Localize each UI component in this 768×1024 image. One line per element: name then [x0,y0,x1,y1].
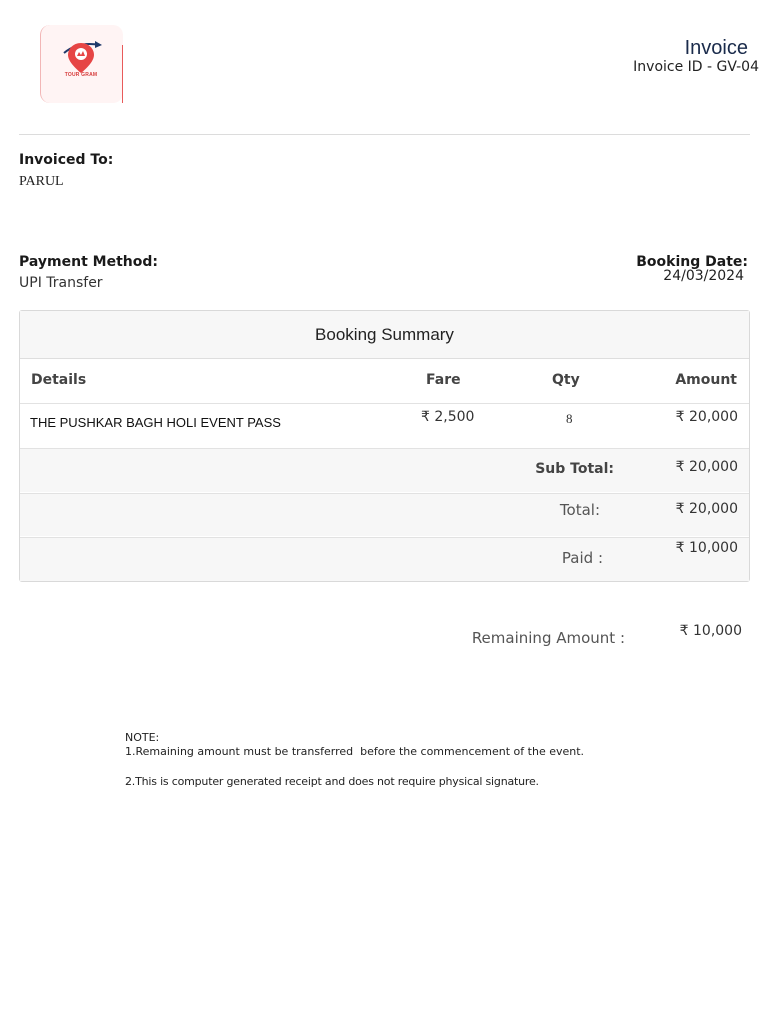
row-divider [20,493,749,494]
booking-summary-title: Booking Summary [20,311,749,359]
item-qty: 8 [566,411,573,426]
booking-date-label: Booking Date: [636,254,748,270]
column-header-amount: Amount [675,372,737,388]
paid-row [20,537,749,581]
subtotal-value: ₹ 20,000 [675,459,738,475]
remaining-amount-label: Remaining Amount : [471,629,625,647]
payment-method-label: Payment Method: [19,254,158,270]
item-fare: ₹ 2,500 [421,409,475,425]
paid-value: ₹ 10,000 [675,540,738,556]
column-header-details: Details [31,372,87,388]
note-line-1: 1.Remaining amount must be transferred before the commencement of the event. [125,745,585,758]
row-divider [20,403,749,404]
invoice-id: Invoice ID - GV-04 [633,59,759,75]
row-divider [20,537,749,538]
item-details: THE PUSHKAR BAGH HOLI EVENT PASS [30,415,281,430]
item-amount: ₹ 20,000 [675,409,738,425]
location-pin-logo-icon [40,25,122,103]
paid-label: Paid : [561,549,603,567]
subtotal-label: Sub Total: [535,461,614,477]
total-row [20,493,749,536]
column-header-fare: Fare [426,372,461,388]
note-heading: NOTE: [125,731,160,744]
column-header-qty: Qty [552,372,580,388]
note-line-2: 2.This is computer generated receipt and does not require physical signature. [125,775,539,788]
logo-text: TOUR GRAM [64,72,98,78]
subtotal-row [20,448,749,492]
booking-date-value: 24/03/2024 [663,268,744,284]
invoice-title: Invoice [684,37,748,59]
row-divider [20,448,749,449]
payment-method-value: UPI Transfer [19,275,103,291]
header-divider [19,134,750,135]
invoiced-to-label: Invoiced To: [19,152,114,168]
total-label: Total: [559,501,600,519]
logo-divider [122,45,123,103]
total-value: ₹ 20,000 [675,501,738,517]
booking-summary-table [19,310,750,582]
remaining-amount-value: ₹ 10,000 [679,623,742,639]
customer-name: PARUL [19,174,64,189]
